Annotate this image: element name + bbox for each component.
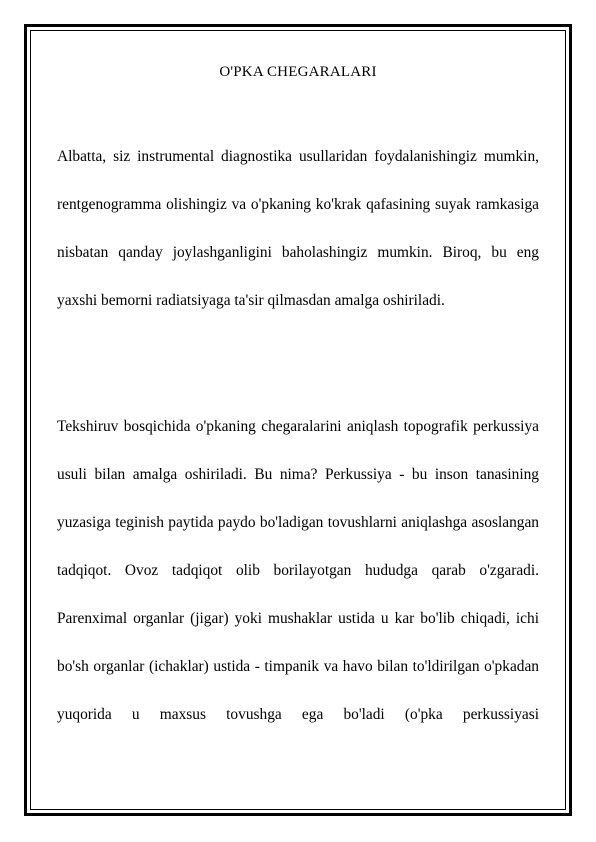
paragraph-2: Tekshiruv bosqichida o'pkaning chegaralarini aniqlash topografik perkussiya usuli bilan amalga oshiriladi. Bu nima? Perkussiya - bu inson tanasining yuzasiga teginish paytida paydo bo'ladigan tovushlarni aniqlashga asoslangan tadqiqot. Ovoz tadqiqot olib borilayotgan hududga qarab o'zgaradi. Parenximal organlar (jigar) yoki mushaklar ustida u kar bo'lib chiqadi, ichi bo'sh organlar (ichaklar) ustida - timpanik va havo bilan to'ldirilgan o'pkadan yuqorida u maxsus tovushga ega bo'ladi (o'pka perkussiyasi [57, 418, 539, 723]
document-title: O'PKA CHEGARALARI [219, 64, 377, 80]
paragraph-1: Albatta, siz instrumental diagnostika usullaridan foydalanishingiz mumkin, rentgenogramma olishingiz va o'pkaning ko'krak qafasining suyak ramkasiga nisbatan qanday joylashganligini baholashingiz mumkin. Biroq, bu eng yaxshi bemorni radiatsiyaga ta'sir qilmasdan amalga oshiriladi. [57, 148, 539, 309]
